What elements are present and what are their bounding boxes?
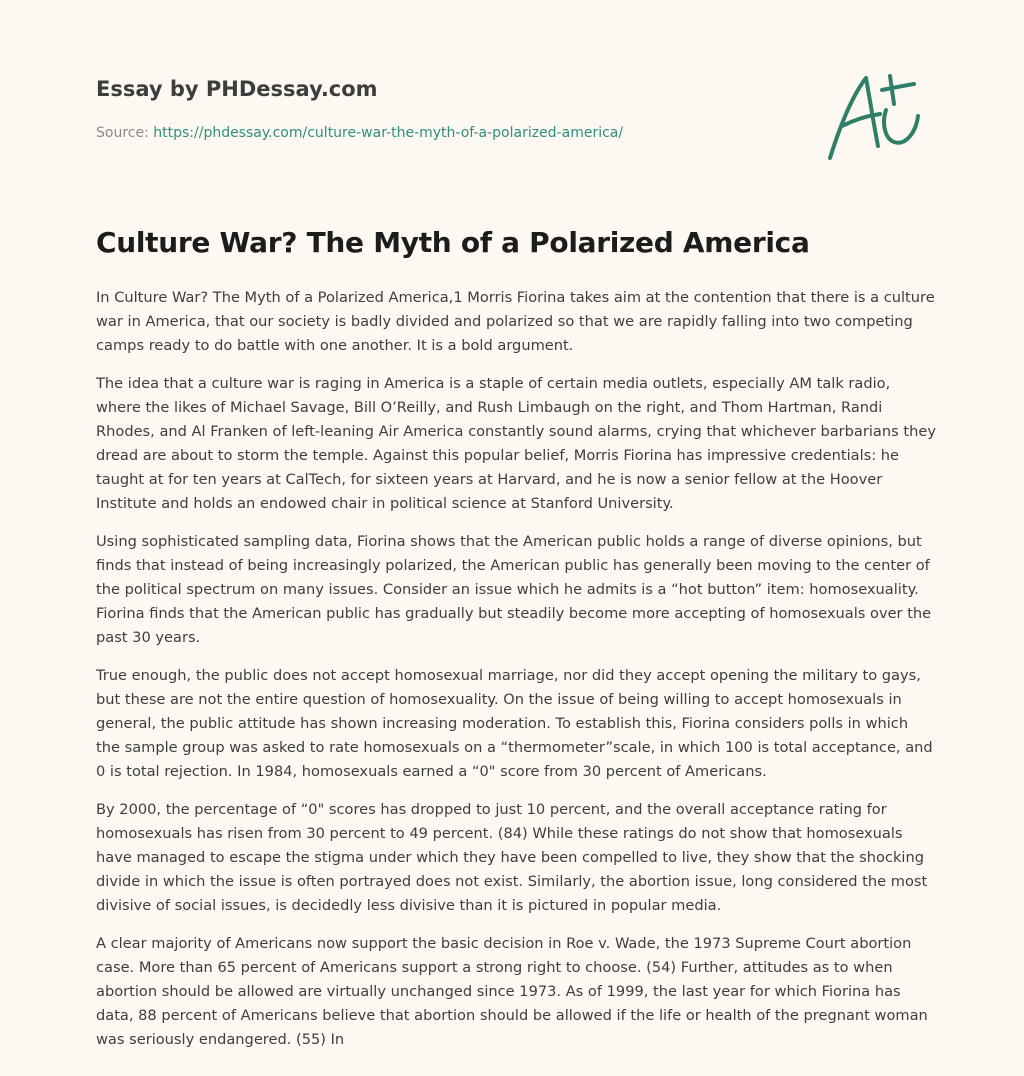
paragraph: By 2000, the percentage of “0" scores has dropped to just 10 percent, and the overall acceptance rating for homosexuals has risen from 30 percent to 49 percent. (84) While these ratings do not show that homosexuals have managed to escape the stigma under which they have been compelled to live, they show that the shocking divide in which the issue is often portrayed does not exist. Similarly, the abortion issue, long considered the most divisive of social issues, is decidedly less divisive than it is pictured in popular media. — [96, 801, 928, 914]
site-brand: Essay by PHDessay.com — [96, 77, 378, 101]
paragraph: True enough, the public does not accept homosexual marriage, nor did they accept opening the military to gays, but these are not the entire question of homosexuality. On the issue of being willing to accept homosexuals in general, the public attitude has shown increasing moderation. To establish this, Fiorina considers polls in which the sample group was asked to rate homosexuals on a “thermometer”scale, in which 100 is total acceptance, and 0 is total rejection. In 1984, homosexuals earned a “0" score from 30 percent of Americans. — [96, 667, 933, 780]
source-link[interactable]: https://phdessay.com/culture-war-the-myth-of-a-polarized-america/ — [153, 125, 624, 141]
paragraph: In Culture War? The Myth of a Polarized America,1 Morris Fiorina takes aim at the contention that there is a culture war in America, that our society is badly divided and polarized so that we are rapidly falling into two competing camps ready to do battle with one another. It is a bold argument. — [96, 289, 935, 354]
a-plus-grade-icon — [820, 66, 932, 166]
paragraph: Using sophisticated sampling data, Fiorina shows that the American public holds a range of diverse opinions, but finds that instead of being increasingly polarized, the American public has generally been moving to the center of the political spectrum on many issues. Consider an issue which he admits is a “hot button” item: homosexuality. Fiorina finds that the American public has gradually but steadily become more accepting of homosexuals over the past 30 years. — [96, 533, 932, 646]
source-line — [96, 125, 623, 141]
paragraph: The idea that a culture war is raging in America is a staple of certain media outlets, especially AM talk radio, where the likes of Michael Savage, Bill O’Reilly, and Rush Limbaugh on the right, and Thom Hartman, Randi Rhodes, and Al Franken of left-leaning Air America constantly sound alarms, crying that whichever barbarians they dread are about to storm the temple. Against this popular belief, Morris Fiorina has impressive credentials: he taught at for ten years at CalTech, for sixteen years at Harvard, and he is now a senior fellow at the Hoover Institute and holds an endowed chair in political science at Stanford University. — [96, 375, 936, 512]
source-label: Source: — [96, 125, 154, 141]
paragraph: A clear majority of Americans now support the basic decision in Roe v. Wade, the 1973 Supreme Court abortion case. More than 65 percent of Americans support a strong right to choose. (54) Further, attitudes as to when abortion should be allowed are virtually unchanged since 1973. As of 1999, the last year for which Fiorina has data, 88 percent of Americans believe that abortion should be allowed if the life or health of the pregnant woman was seriously endangered. (55) In — [96, 935, 928, 1048]
essay-title: Culture War? The Myth of a Polarized America — [96, 226, 810, 259]
essay-body — [96, 286, 936, 1066]
